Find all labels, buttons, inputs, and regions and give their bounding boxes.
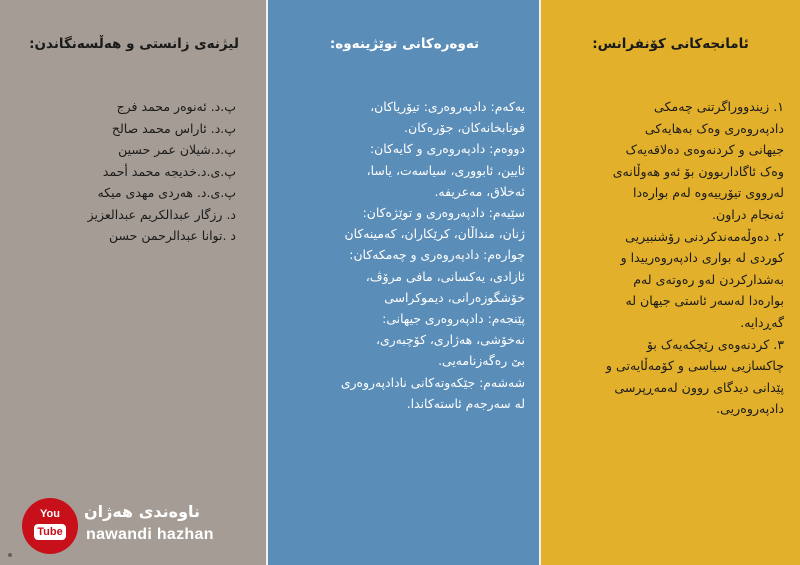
goals-list bbox=[557, 96, 784, 420]
goals-title: ئامانجەکانی کۆنفرانس: bbox=[592, 36, 749, 52]
conference-goals-panel bbox=[541, 0, 800, 565]
topic-line: شەشەم: جێکەوتەکانی نادادپەروەری bbox=[340, 374, 525, 390]
topic-line: نەخۆشی، هەژاری، کۆچبەری، bbox=[375, 332, 525, 348]
youtube-logo[interactable] bbox=[22, 498, 78, 554]
brand-name-latin: nawandi hazhan bbox=[86, 526, 214, 543]
goal-line: کوردی لە بواری دادپەروەرییدا و bbox=[620, 250, 784, 266]
goal-line: جیهانی و کردنەوەی دەلاقەیەک bbox=[625, 142, 784, 158]
topic-line: بێ رەگەزنامەیی. bbox=[438, 353, 525, 369]
topic-line: ئازادی، یەکسانی، مافی مرۆڤ، bbox=[365, 268, 525, 284]
topic-line: خۆشگوزەرانی، دیموکراسی bbox=[384, 289, 525, 305]
committee-member: پ.د. ئاراس محمد صالح bbox=[111, 120, 236, 136]
goal-line: وەک ئاگاداربوون بۆ ئەو هەوڵانەی bbox=[612, 163, 784, 179]
goal-line: دادپەروەریی. bbox=[716, 401, 784, 417]
topic-line: ئایین، ئابووری، سیاسەت، یاسا، bbox=[366, 162, 525, 178]
topics-list bbox=[284, 96, 525, 414]
goal-line: ئەنجام دراون. bbox=[711, 206, 784, 222]
topic-line: یەکەم: دادپەروەری: تیۆریاکان، bbox=[370, 99, 525, 114]
brand-block bbox=[14, 498, 264, 550]
goal-line: بەشدارکردن لەو رەوتەی لەم bbox=[633, 271, 784, 287]
topic-line: دووەم: دادپەروەری و کایەکان: bbox=[369, 141, 525, 157]
youtube-logo-you: You bbox=[40, 508, 60, 520]
committee-member: د. رزگار عبدالکریم عبدالعزیز bbox=[87, 206, 236, 222]
topic-line: چوارەم: دادپەروەری و چەمکەکان: bbox=[349, 247, 525, 263]
youtube-logo-tube: Tube bbox=[34, 524, 66, 540]
topic-line: پێنجەم: دادپەروەری جیهانی: bbox=[382, 311, 525, 327]
goal-line: لەرووی تیۆرییەوە لەم بوارەدا bbox=[632, 185, 784, 201]
topic-line: ئەخلاق، مەعریفە. bbox=[434, 183, 525, 199]
topic-line: قوتابخانەکان، جۆرەکان. bbox=[404, 120, 525, 136]
goal-line: ٢. دەوڵەمەندکردنی رۆشنبیریی bbox=[625, 228, 784, 244]
research-topics-panel bbox=[268, 0, 541, 565]
topic-line: لە سەرجەم ئاستەکاندا. bbox=[406, 395, 525, 411]
brand-name-kurdish: ناوەندی هەژان bbox=[84, 502, 201, 521]
goal-line: ٣. کردنەوەی رێچکەیەک بۆ bbox=[646, 336, 784, 352]
scientific-committee-panel bbox=[0, 0, 268, 565]
committee-member: پ.ی.د.خدیجە محمد أحمد bbox=[102, 163, 236, 179]
committee-member: پ.د.شیلان عمر حسین bbox=[118, 142, 236, 157]
committee-title: لیژنەی زانستی و هەڵسەنگاندن: bbox=[29, 36, 239, 52]
committee-member: پ.د. ئەنوەر محمد فرج bbox=[116, 99, 236, 114]
corner-dot bbox=[8, 553, 12, 557]
goal-line: ١. زیندووراگرتنی چەمکی bbox=[654, 99, 784, 114]
goal-line: چاکسازیی سیاسی و کۆمەڵایەتی و bbox=[605, 358, 784, 374]
topic-line: ژنان، منداڵان، کرێکاران، کەمینەکان bbox=[344, 226, 525, 242]
topic-line: سێیەم: دادپەروەری و توێژەکان: bbox=[362, 205, 525, 221]
goal-line: دادپەروەری وەک بەهایەکی bbox=[644, 120, 784, 136]
committee-member: د .توانا عبدالرحمن حسن bbox=[109, 228, 236, 243]
committee-list bbox=[20, 96, 236, 247]
goal-line: گەڕدایە. bbox=[740, 314, 784, 330]
goal-line: بوارەدا لەسەر ئاستی جیهان لە bbox=[625, 293, 784, 309]
goal-line: پێدانی دیدگای روون لەمەڕپرسی bbox=[614, 379, 784, 395]
topics-title: تەوەرەکانی توێژینەوە: bbox=[329, 36, 480, 52]
committee-member: پ.ی.د. هەردی مهدی میکە bbox=[97, 185, 236, 200]
